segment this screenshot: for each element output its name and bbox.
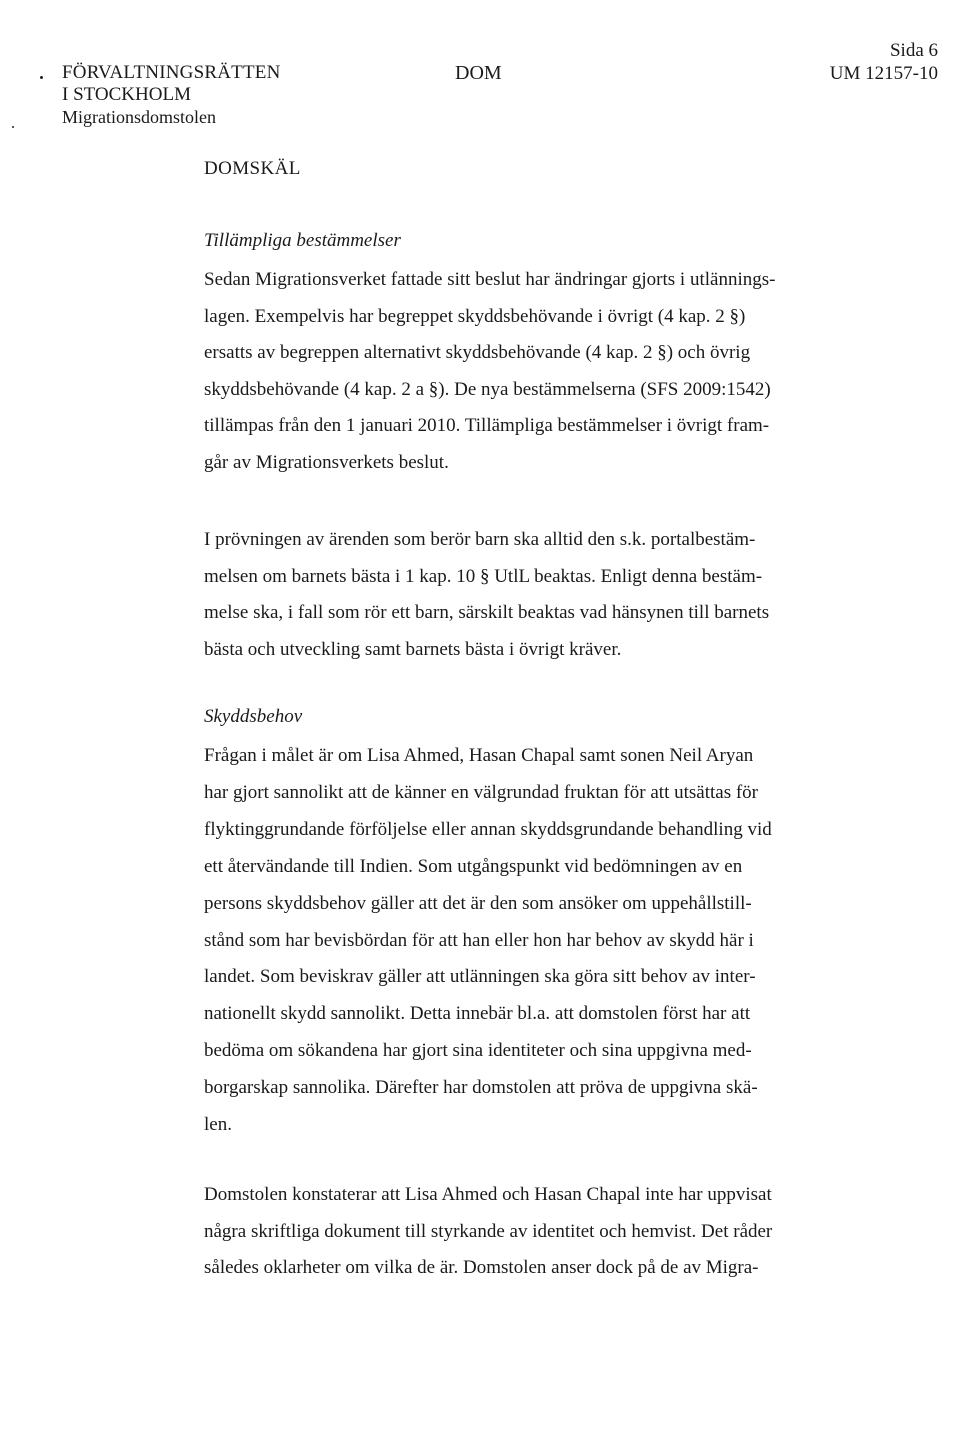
court-location: I STOCKHOLM xyxy=(62,84,191,105)
text-line: stånd som har bevisbördan för att han eller hon har behov av skydd här i xyxy=(204,929,754,951)
text-line: nationellt skydd sannolikt. Detta innebär bl.a. att domstolen först har att xyxy=(204,1003,751,1025)
subheading-applicable-provisions: Tillämpliga bestämmelser xyxy=(204,230,401,251)
text-line: landet. Som beviskrav gäller att utlänningen ska göra sitt behov av inter- xyxy=(204,966,756,988)
text-line: ersatts av begreppen alternativt skyddsbehövande (4 kap. 2 §) och övrig xyxy=(204,342,751,363)
section-title: DOMSKÄL xyxy=(204,158,301,179)
paragraph-protection-need xyxy=(204,738,844,1144)
court-division: Migrationsdomstolen xyxy=(62,107,216,127)
text-line: har gjort sannolikt att de känner en välgrundad fruktan för att utsättas för xyxy=(204,781,758,803)
court-name: FÖRVALTNINGSRÄTTEN xyxy=(62,62,281,83)
text-line: ett återvändande till Indien. Som utgångspunkt vid bedömningen av en xyxy=(204,855,743,877)
text-line: melse ska, i fall som rör ett barn, särskilt beaktas vad hänsynen till barnets xyxy=(204,602,770,623)
page-number: Sida 6 xyxy=(889,40,938,61)
case-number: UM 12157-10 xyxy=(829,63,938,84)
court-name-block xyxy=(62,62,352,128)
text-line: len. xyxy=(204,1114,232,1136)
text-line: lagen. Exempelvis har begreppet skyddsbehövande i övrigt (4 kap. 2 §) xyxy=(204,305,746,327)
text-line: borgarskap sannolika. Därefter har domstolen att pröva de uppgivna skä- xyxy=(204,1077,758,1099)
text-line: melsen om barnets bästa i 1 kap. 10 § UtlL beaktas. Enligt denna bestäm- xyxy=(204,565,763,587)
text-line: några skriftliga dokument till styrkande av identitet och hemvist. Det råder xyxy=(204,1220,773,1242)
page-info-block xyxy=(830,40,938,86)
paragraph-child-best-interest xyxy=(204,522,844,668)
scan-speck xyxy=(12,126,14,128)
paragraph-applicable-provisions xyxy=(204,262,844,481)
document-type: DOM xyxy=(455,62,502,84)
subheading-protection-need: Skyddsbehov xyxy=(204,706,303,727)
text-line: Frågan i målet är om Lisa Ahmed, Hasan Chapal samt sonen Neil Aryan xyxy=(204,745,754,766)
text-line: flyktinggrundande förföljelse eller annan skyddsgrundande behandling vid xyxy=(204,818,772,840)
text-line: bästa och utveckling samt barnets bästa i övrigt kräver. xyxy=(204,638,622,660)
scan-speck xyxy=(40,76,43,79)
text-line: går av Migrationsverkets beslut. xyxy=(204,451,449,473)
text-line: tillämpas från den 1 januari 2010. Tillämpliga bestämmelser i övrigt fram- xyxy=(204,415,770,436)
text-line: Domstolen konstaterar att Lisa Ahmed och Hasan Chapal inte har uppvisat xyxy=(204,1184,772,1205)
text-line: Sedan Migrationsverket fattade sitt beslut har ändringar gjorts i utlännings- xyxy=(204,269,776,290)
paragraph-identity-findings xyxy=(204,1177,844,1287)
text-line: persons skyddsbehov gäller att det är den som ansöker om uppehållstill- xyxy=(204,892,752,914)
text-line: skyddsbehövande (4 kap. 2 a §). De nya bestämmelserna (SFS 2009:1542) xyxy=(204,378,771,400)
text-line: I prövningen av ärenden som berör barn ska alltid den s.k. portalbestäm- xyxy=(204,529,756,550)
text-line: således oklarheter om vilka de är. Domstolen anser dock på de av Migra- xyxy=(204,1257,759,1278)
text-line: bedöma om sökandena har gjort sina identiteter och sina uppgivna med- xyxy=(204,1040,752,1062)
